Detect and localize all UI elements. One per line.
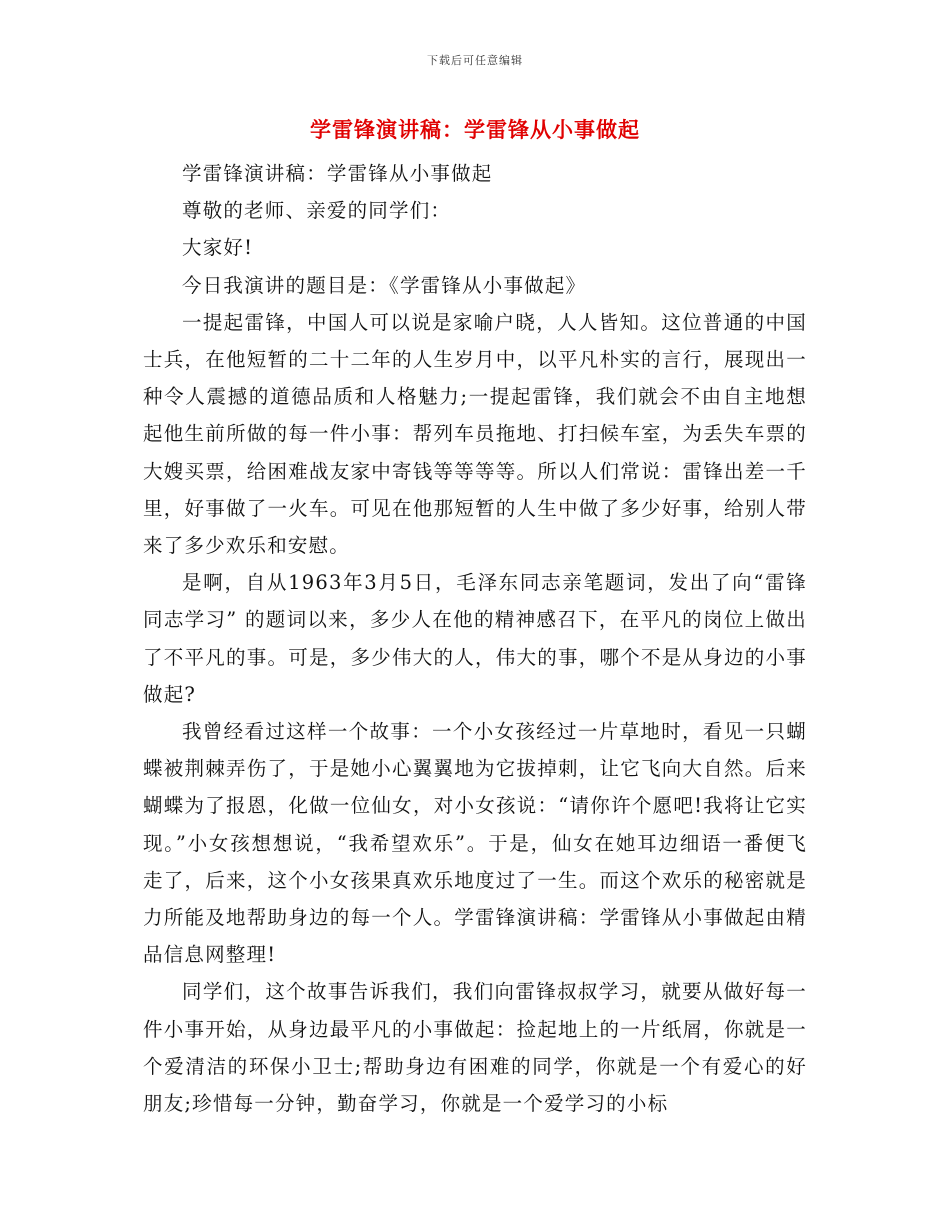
header-note: 下载后可任意编辑 xyxy=(427,54,523,67)
paragraph-topic: 今日我演讲的题目是：《学雷锋从小事做起》 xyxy=(182,273,587,297)
document-body xyxy=(143,155,807,1122)
paragraph-subtitle: 学雷锋演讲稿：学雷锋从小事做起 xyxy=(182,162,493,185)
document-title: 学雷锋演讲稿：学雷锋从小事做起 xyxy=(310,117,640,142)
paragraph-body: 我曾经看过这样一个故事：一个小女孩经过一片草地时，看见一只蝴蝶被荆棘弄伤了，于是她小心翼翼地为它拔掉刺，让它飞向大自然。后来蝴蝶为了报恩，化做一位仙女，对小女孩说：“请你许个愿吧!我将让它实现。”小女孩想想说，“我希望欢乐”。于是，仙女在她耳边细语一番便飞走了，后来，这个小女孩果真欢乐地度过了一生。而这个欢乐的秘密就是力所能及地帮助身边的每一个人。学雷锋演讲稿：学雷锋从小事做起由精品信息网整理! xyxy=(143,720,807,967)
paragraph-body: 一提起雷锋，中国人可以说是家喻户晓，人人皆知。这位普通的中国士兵，在他短暂的二十二年的人生岁月中，以平凡朴实的言行，展现出一种令人震撼的道德品质和人格魅力;一提起雷锋，我们就会不由自主地想起他生前所做的每一件小事：帮列车员拖地、打扫候车室，为丢失车票的大嫂买票，给困难战友家中寄钱等等等等。所以人们常说：雷锋出差一千里，好事做了一火车。可见在他那短暂的人生中做了多少好事，给别人带来了多少欢乐和安慰。 xyxy=(143,310,807,558)
paragraph-body: 同学们，这个故事告诉我们，我们向雷锋叔叔学习，就要从做好每一件小事开始，从身边最平凡的小事做起：捡起地上的一片纸屑，你就是一个爱清洁的环保小卫士;帮助身边有困难的同学，你就是一个有爱心的好朋友;珍惜每一分钟，勤奋学习，你就是一个爱学习的小标 xyxy=(143,980,807,1116)
paragraph-salutation: 尊敬的老师、亲爱的同学们： xyxy=(182,199,452,223)
paragraph-greeting: 大家好! xyxy=(182,236,254,260)
paragraph-body: 是啊，自从1963年3月5日，毛泽东同志亲笔题词，发出了向“雷锋同志学习” 的题词以来，多少人在他的精神感召下，在平凡的岗位上做出了不平凡的事。可是，多少伟大的人，伟大的事，哪个不是从身边的小事做起? xyxy=(143,571,807,706)
